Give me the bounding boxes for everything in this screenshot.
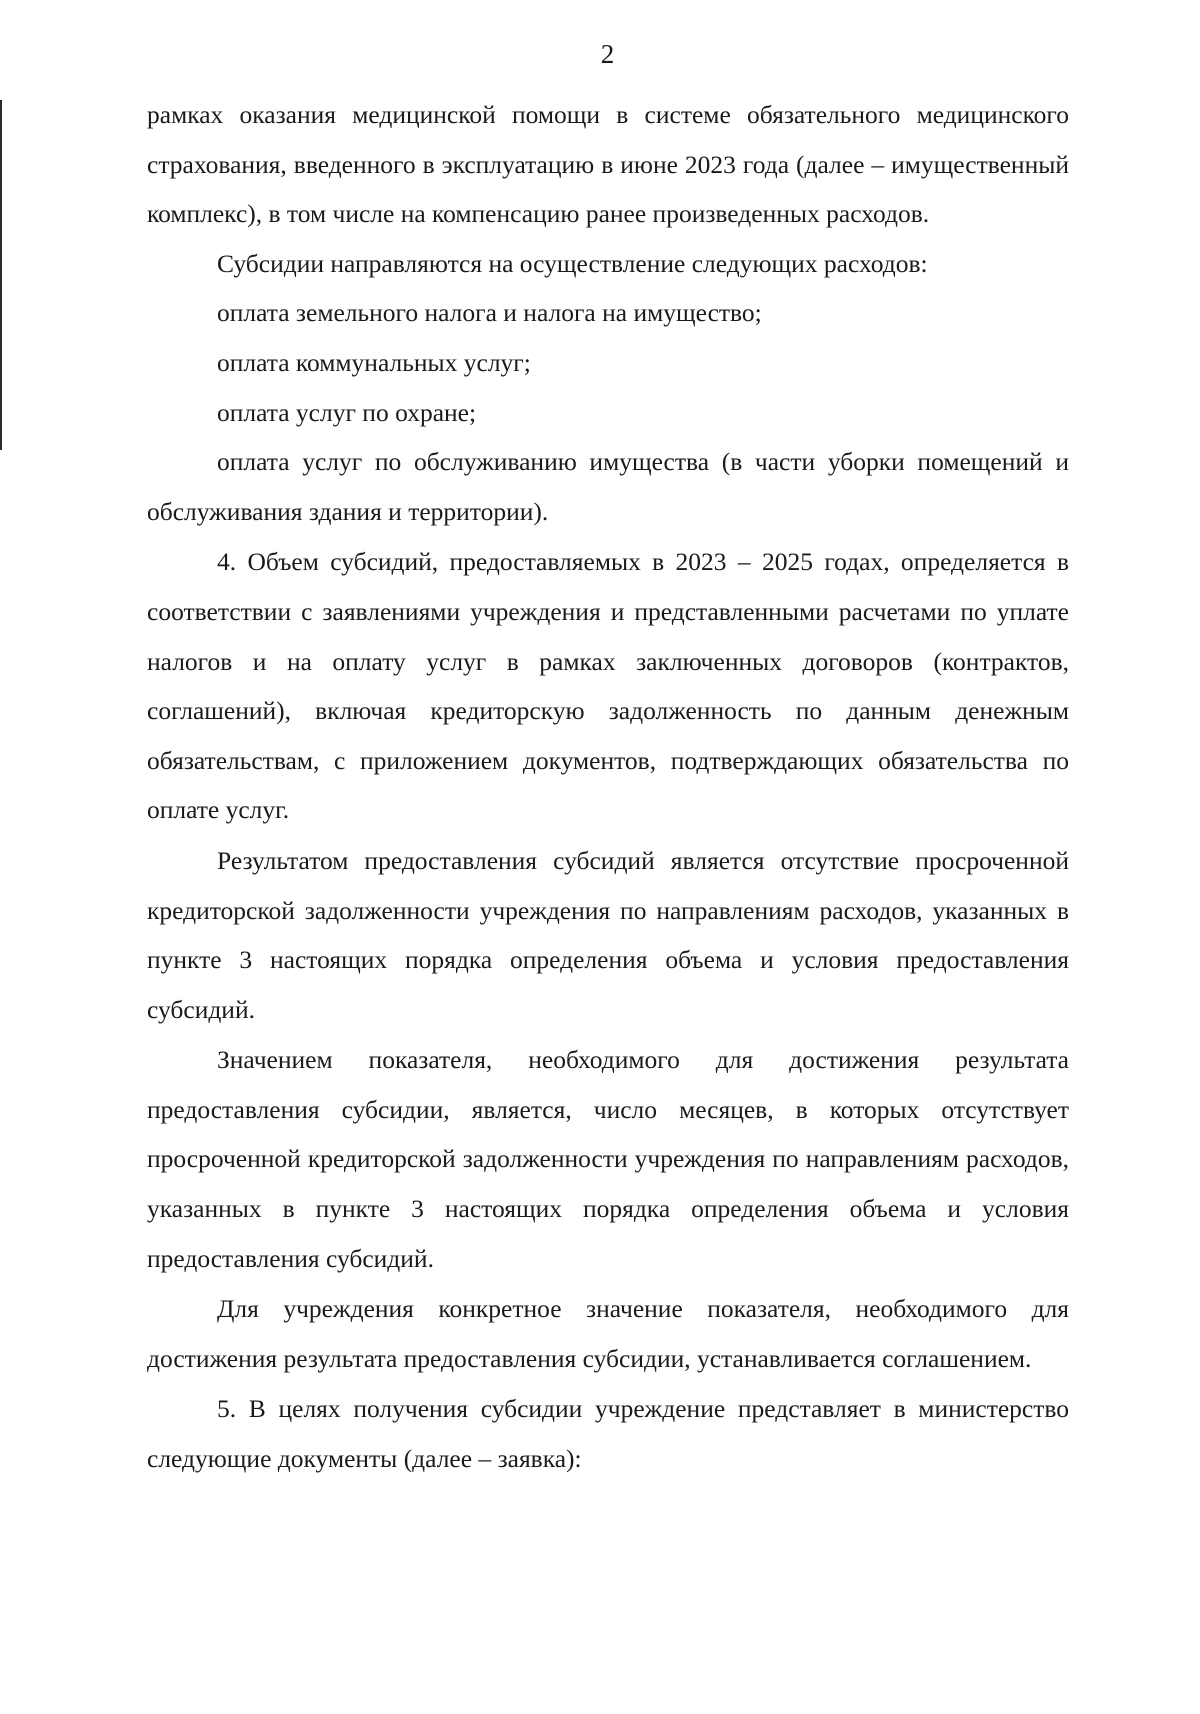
paragraph-indicator-value: Для учреждения конкретное значение показателя, необходимого для достижения результата предоставления субсидии, устанавливается соглашением. [147, 1294, 1069, 1373]
list-item-security: оплата услуг по охране; [217, 397, 477, 427]
paragraph-continuation: рамках оказания медицинской помощи в системе обязательного медицинского страхования, введенного в эксплуатацию в июне 2023 года (далее – имущественный комплекс), в том числе на компенсацию ранее произведенных расходов. [147, 100, 1069, 229]
paragraph-section-5: 5. В целях получения субсидии учреждение представляет в министерство следующие документы (далее – заявка): [147, 1394, 1069, 1474]
page-number: 2 [600, 39, 615, 69]
paragraph-section-4: 4. Объем субсидий, предоставляемых в 2023 – 2025 годах, определяется в соответствии с заявлениями учреждения и представленными расчетами по уплате налогов и на оплату услуг в рамках заключенных договоров (контрактов, соглашений), включая кредиторскую задолженность по данным денежным обязательствам, с приложением документов, подтверждающих обязательства по оплате услуг. [147, 547, 1069, 825]
paragraph-indicator: Значением показателя, необходимого для достижения результата предоставления субсидии, является, число месяцев, в которых отсутствует просроченной кредиторской задолженности учреждения по направлениям расходов, указанных в пункте 3 настоящих порядка определения объема и условия предоставления субсидий. [147, 1045, 1069, 1273]
list-item-utilities: оплата коммунальных услуг; [217, 347, 531, 377]
paragraph-result: Результатом предоставления субсидий является отсутствие просроченной кредиторской задолженности учреждения по направлениям расходов, указанных в пункте 3 настоящих порядка определения объема и условия предоставления субсидий. [147, 845, 1069, 1024]
list-item-land-tax: оплата земельного налога и налога на имущество; [217, 298, 762, 328]
scan-edge-mark [0, 100, 2, 450]
list-item-maintenance: оплата услуг по обслуживанию имущества (в части уборки помещений и обслуживания здания и территории). [147, 447, 1069, 526]
paragraph-subsidy-expenses-intro: Субсидии направляются на осуществление следующих расходов: [217, 248, 928, 278]
document-body [147, 90, 1069, 1484]
